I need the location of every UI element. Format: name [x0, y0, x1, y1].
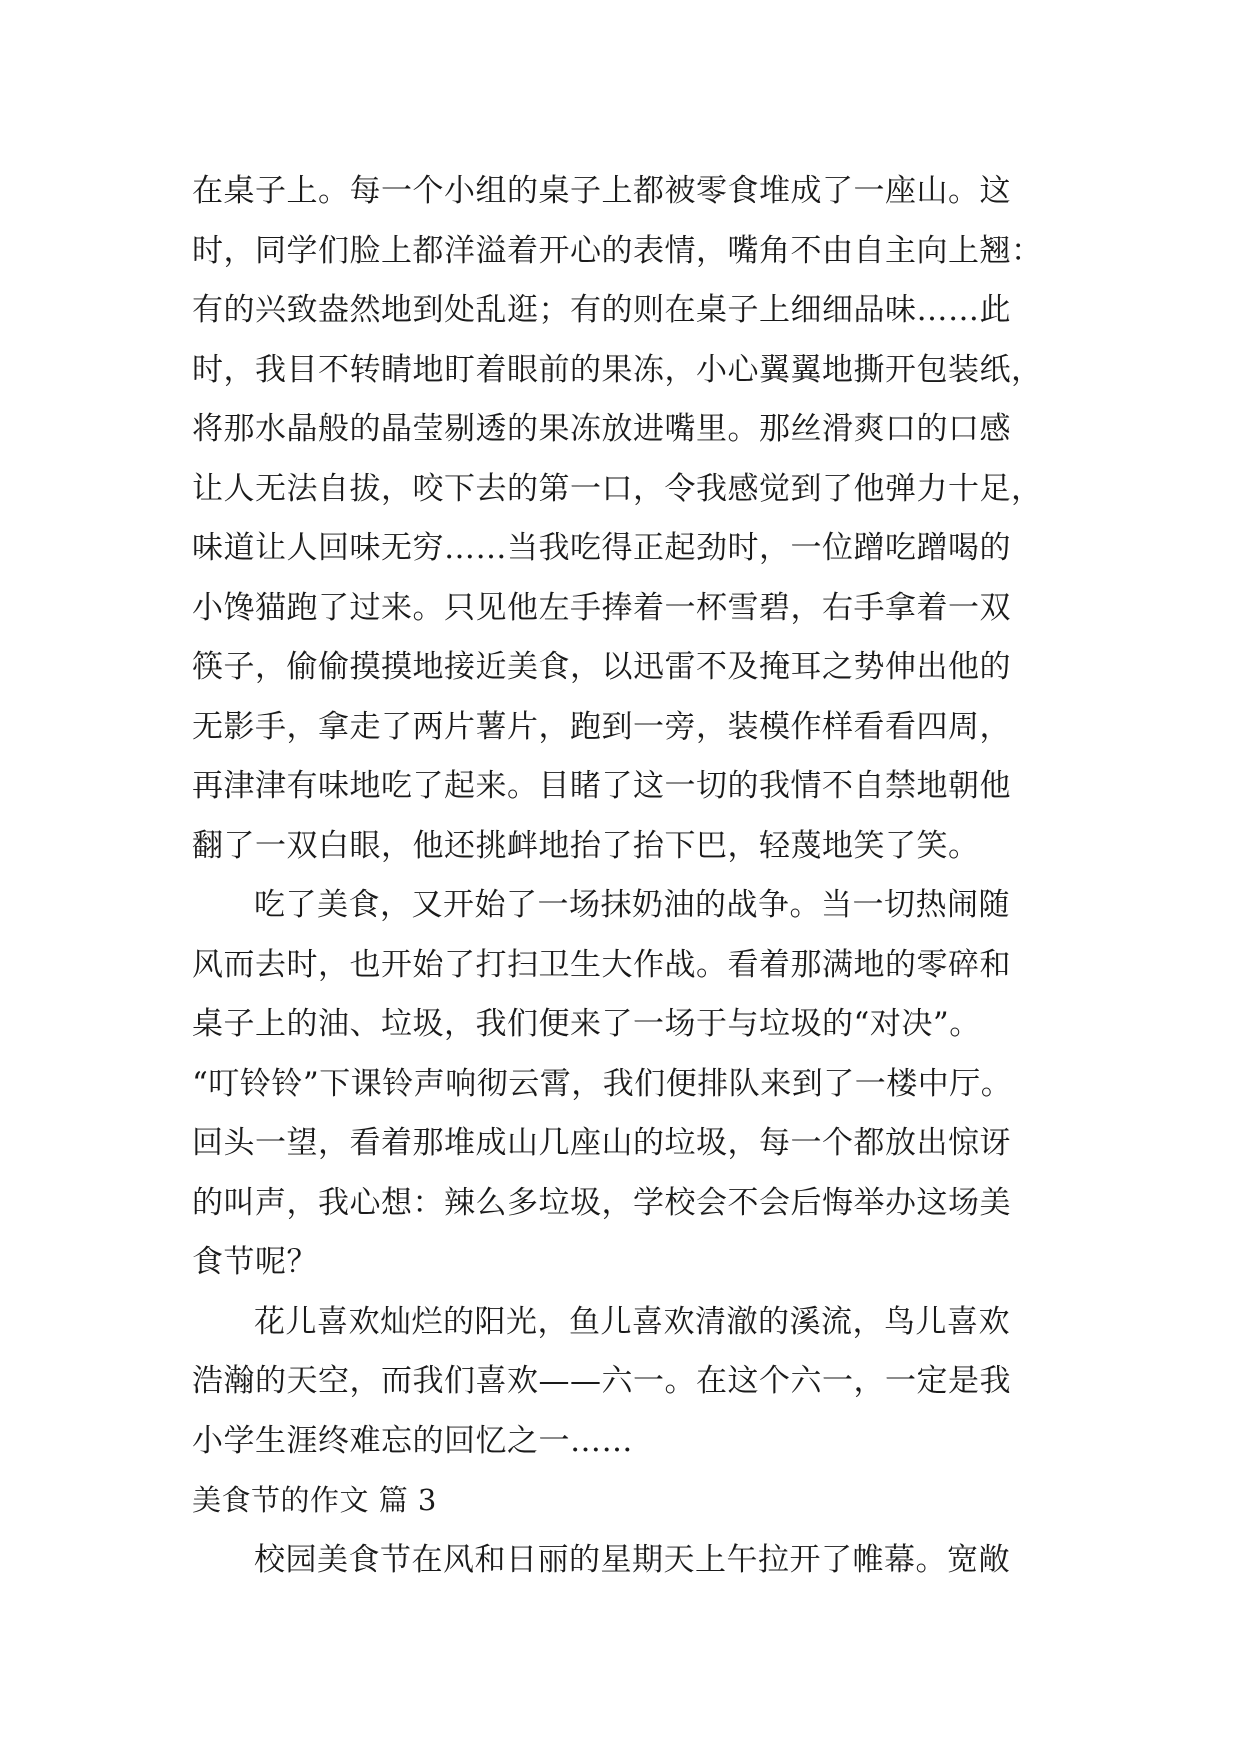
- section-heading: 美食节的作文 篇 3: [192, 1483, 437, 1517]
- paragraph-line: 无影手，拿走了两片薯片，跑到一旁，装模作样看看四周，: [192, 708, 1011, 745]
- paragraph-line: 在桌子上。每一个小组的桌子上都被零食堆成了一座山。这: [192, 173, 1011, 209]
- paragraph-line: 味道让人回味无穷……当我吃得正起劲时，一位蹭吃蹭喝的: [192, 530, 1011, 566]
- paragraph-line: 翻了一双白眼，他还挑衅地抬了抬下巴，轻蔑地笑了笑。: [192, 827, 980, 864]
- paragraph-line: 时，我目不转睛地盯着眼前的果冻，小心翼翼地撕开包装纸，: [192, 351, 1043, 388]
- paragraph-line: 将那水晶般的晶莹剔透的果冻放进嘴里。那丝滑爽口的口感: [192, 411, 1011, 447]
- paragraph-line: 时，同学们脸上都洋溢着开心的表情，嘴角不由自主向上翘：: [192, 232, 1043, 269]
- paragraph-line: 再津津有味地吃了起来。目睹了这一切的我情不自禁地朝他: [192, 768, 1011, 804]
- paragraph-line: 花儿喜欢灿烂的阳光，鱼儿喜欢清澈的溪流，鸟儿喜欢: [254, 1303, 1010, 1340]
- paragraph-line: 桌子上的油、垃圾，我们便来了一场于与垃圾的“对决”。: [192, 1006, 981, 1042]
- paragraph-line: 回头一望，看着那堆成山几座山的垃圾，每一个都放出惊讶: [192, 1125, 1011, 1161]
- paragraph-line: 吃了美食，又开始了一场抹奶油的战争。当一切热闹随: [254, 887, 1010, 923]
- paragraph-line: 食节呢？: [192, 1244, 318, 1280]
- paragraph-line: 的叫声，我心想：辣么多垃圾，学校会不会后悔举办这场美: [192, 1184, 1011, 1221]
- paragraph-line: 校园美食节在风和日丽的星期天上午拉开了帷幕。宽敞: [254, 1541, 1010, 1578]
- paragraph-line: 小馋猫跑了过来。只见他左手捧着一杯雪碧，右手拿着一双: [192, 589, 1011, 626]
- paragraph-line: “叮铃铃”下课铃声响彻云霄，我们便排队来到了一楼中厅。: [192, 1065, 1013, 1102]
- paragraph-line: 筷子，偷偷摸摸地接近美食，以迅雷不及掩耳之势伸出他的: [192, 649, 1011, 685]
- paragraph-line: 让人无法自拔，咬下去的第一口，令我感觉到了他弹力十足，: [192, 470, 1043, 507]
- paragraph-line: 小学生涯终难忘的回忆之一……: [192, 1422, 633, 1459]
- paragraph-line: 风而去时，也开始了打扫卫生大作战。看着那满地的零碎和: [192, 946, 1011, 983]
- paragraph-line: 有的兴致盎然地到处乱逛；有的则在桌子上细细品味……此: [192, 292, 1011, 328]
- essay-body: [192, 162, 1054, 1590]
- paragraph-line: 浩瀚的天空，而我们喜欢——六一。在这个六一，一定是我: [192, 1363, 1011, 1399]
